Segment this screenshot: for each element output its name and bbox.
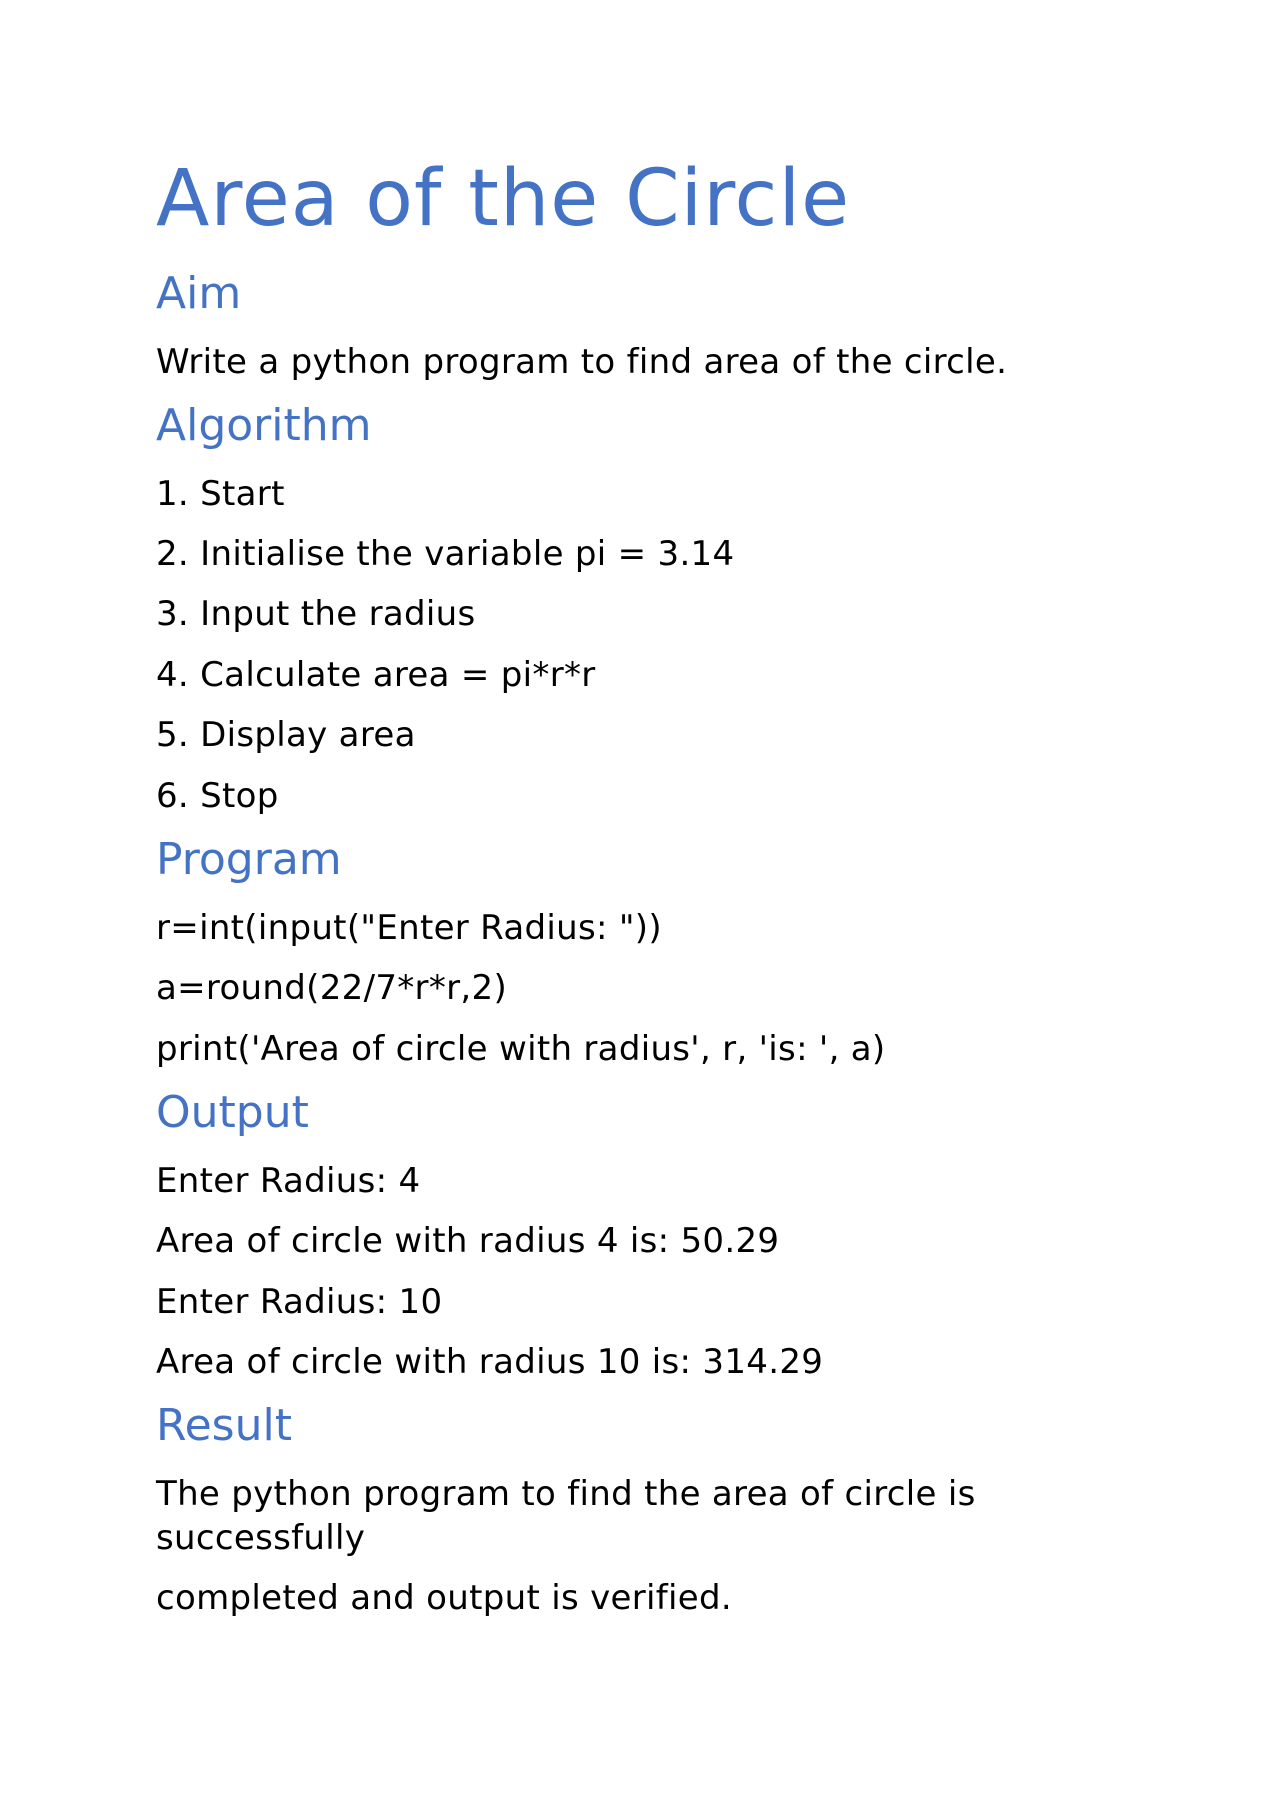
program-line: a=round(22/7*r*r,2) bbox=[156, 968, 508, 1008]
output-line: Enter Radius: 4 bbox=[156, 1161, 421, 1201]
result-line: completed and output is verified. bbox=[156, 1578, 732, 1618]
aim-heading: Aim bbox=[156, 268, 242, 319]
output-line: Area of circle with radius 10 is: 314.29 bbox=[156, 1342, 824, 1382]
program-line: print('Area of circle with radius', r, 'is: ', a) bbox=[156, 1029, 886, 1069]
result-line: The python program to find the area of circle is successfully bbox=[156, 1474, 976, 1559]
result-heading: Result bbox=[156, 1400, 292, 1451]
aim-text: Write a python program to find area of the circle. bbox=[156, 342, 1008, 382]
algorithm-step: 1. Start bbox=[156, 474, 285, 514]
algorithm-step: 5. Display area bbox=[156, 715, 416, 755]
algorithm-step: 6. Stop bbox=[156, 776, 279, 816]
algorithm-step: 4. Calculate area = pi*r*r bbox=[156, 655, 596, 695]
algorithm-step: 3. Input the radius bbox=[156, 594, 476, 634]
page-title: Area of the Circle bbox=[156, 154, 851, 244]
output-line: Enter Radius: 10 bbox=[156, 1282, 443, 1322]
algorithm-step: 2. Initialise the variable pi = 3.14 bbox=[156, 534, 735, 574]
output-line: Area of circle with radius 4 is: 50.29 bbox=[156, 1221, 780, 1261]
output-heading: Output bbox=[156, 1087, 309, 1138]
program-line: r=int(input("Enter Radius: ")) bbox=[156, 908, 662, 948]
algorithm-heading: Algorithm bbox=[156, 400, 372, 451]
program-heading: Program bbox=[156, 834, 342, 885]
